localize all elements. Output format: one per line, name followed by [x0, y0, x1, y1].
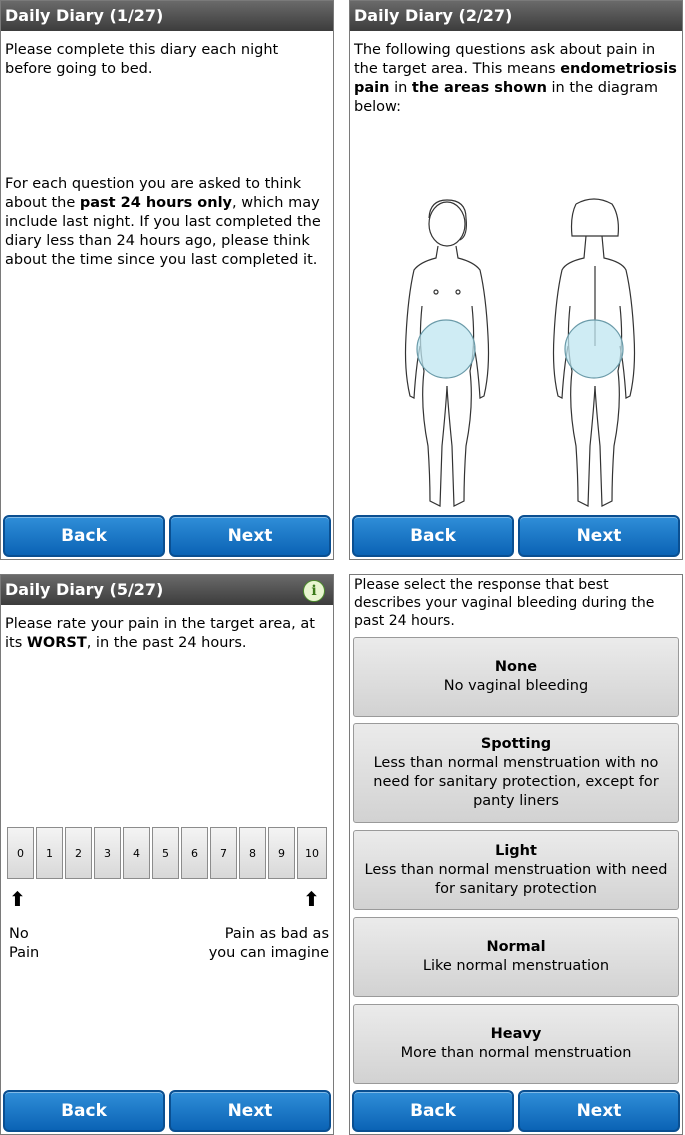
next-button[interactable]: Next [169, 1090, 331, 1132]
scale-option[interactable]: 9 [268, 827, 295, 879]
diary-screen-5 [0, 574, 334, 1135]
right-anchor-line-1: Pain as bad as [224, 926, 329, 942]
question-part-c: , in the past 24 hours. [86, 635, 247, 651]
scale-option[interactable]: 7 [210, 827, 237, 879]
instructions-text [1, 173, 333, 272]
target-area-text [350, 39, 682, 119]
scale-option[interactable]: 0 [7, 827, 34, 879]
screen-title [1, 575, 333, 605]
diary-screen-2 [349, 0, 683, 560]
option-title: None [494, 659, 538, 675]
instructions-part-a: For each question you are asked to think about the [5, 176, 302, 211]
left-arrow-icon: ⬆ [9, 887, 26, 911]
option-desc: More than normal menstruation [400, 1045, 632, 1061]
pain-question [1, 613, 333, 655]
diary-screen-1 [0, 0, 334, 560]
left-anchor-line-1: No [9, 926, 29, 942]
option-normal[interactable] [353, 917, 679, 997]
left-anchor-label [9, 925, 39, 963]
back-button[interactable]: Back [352, 1090, 514, 1132]
question-emphasis: WORST [26, 635, 87, 651]
screen-title: Daily Diary (1/27) [1, 1, 333, 31]
next-button[interactable]: Next [518, 1090, 680, 1132]
scale-option[interactable]: 4 [123, 827, 150, 879]
body-diagram [350, 196, 683, 516]
intro-text: Please complete this diary each night before going to bed. [5, 42, 279, 77]
pain-scale [7, 827, 329, 879]
text-part-e: in the diagram below: [354, 80, 659, 115]
back-button[interactable]: Back [3, 1090, 165, 1132]
right-anchor-line-2: you can imagine [208, 945, 329, 961]
scale-option[interactable]: 10 [297, 827, 327, 879]
option-desc: Less than normal menstruation with no need for sanitary protection, except for panty liners [373, 755, 659, 809]
bleeding-screen [349, 574, 683, 1135]
option-light[interactable] [353, 830, 679, 910]
question-part-a: Please rate your pain in the target area, at its [5, 616, 315, 651]
text-emphasis-1: endometriosis pain [354, 61, 677, 96]
screen-title: Daily Diary (2/27) [350, 1, 682, 31]
text-part-a: The following questions ask about pain in the target area. This means [354, 42, 656, 77]
scale-option[interactable]: 8 [239, 827, 266, 879]
back-target-area [565, 320, 623, 378]
screen-title-text: Daily Diary (5/27) [5, 580, 164, 599]
next-button[interactable]: Next [518, 515, 680, 557]
option-desc: Like normal menstruation [422, 958, 610, 974]
right-arrow-icon: ⬆ [303, 887, 320, 911]
option-spotting[interactable] [353, 723, 679, 823]
bleeding-question: Please select the response that best describes your vaginal bleeding during the past 24 hours. [354, 577, 655, 629]
option-title: Normal [486, 939, 546, 955]
option-heavy[interactable] [353, 1004, 679, 1084]
text-part-c: in [389, 80, 412, 96]
option-desc: Less than normal menstruation with need for sanitary protection [364, 861, 668, 897]
front-target-area [417, 320, 475, 378]
text-emphasis-2: the areas shown [411, 80, 547, 96]
back-button[interactable]: Back [3, 515, 165, 557]
scale-option[interactable]: 5 [152, 827, 179, 879]
instructions-emphasis: past 24 hours only [79, 195, 233, 211]
left-anchor-line-2: Pain [9, 945, 40, 961]
info-icon[interactable]: i [303, 580, 325, 602]
scale-option[interactable]: 2 [65, 827, 92, 879]
instructions-part-c: , which may include last night. If you last completed the diary less than 24 hours ago, please think about the time since you last completed it. [5, 195, 321, 268]
right-anchor-label [209, 925, 329, 963]
scale-option[interactable]: 3 [94, 827, 121, 879]
option-none[interactable] [353, 637, 679, 717]
scale-option[interactable]: 1 [36, 827, 63, 879]
back-button[interactable]: Back [352, 515, 514, 557]
option-desc: No vaginal bleeding [443, 678, 589, 694]
next-button[interactable]: Next [169, 515, 331, 557]
option-title: Heavy [490, 1026, 542, 1042]
option-title: Light [495, 842, 537, 859]
scale-option[interactable]: 6 [181, 827, 208, 879]
option-title: Spotting [480, 736, 552, 752]
